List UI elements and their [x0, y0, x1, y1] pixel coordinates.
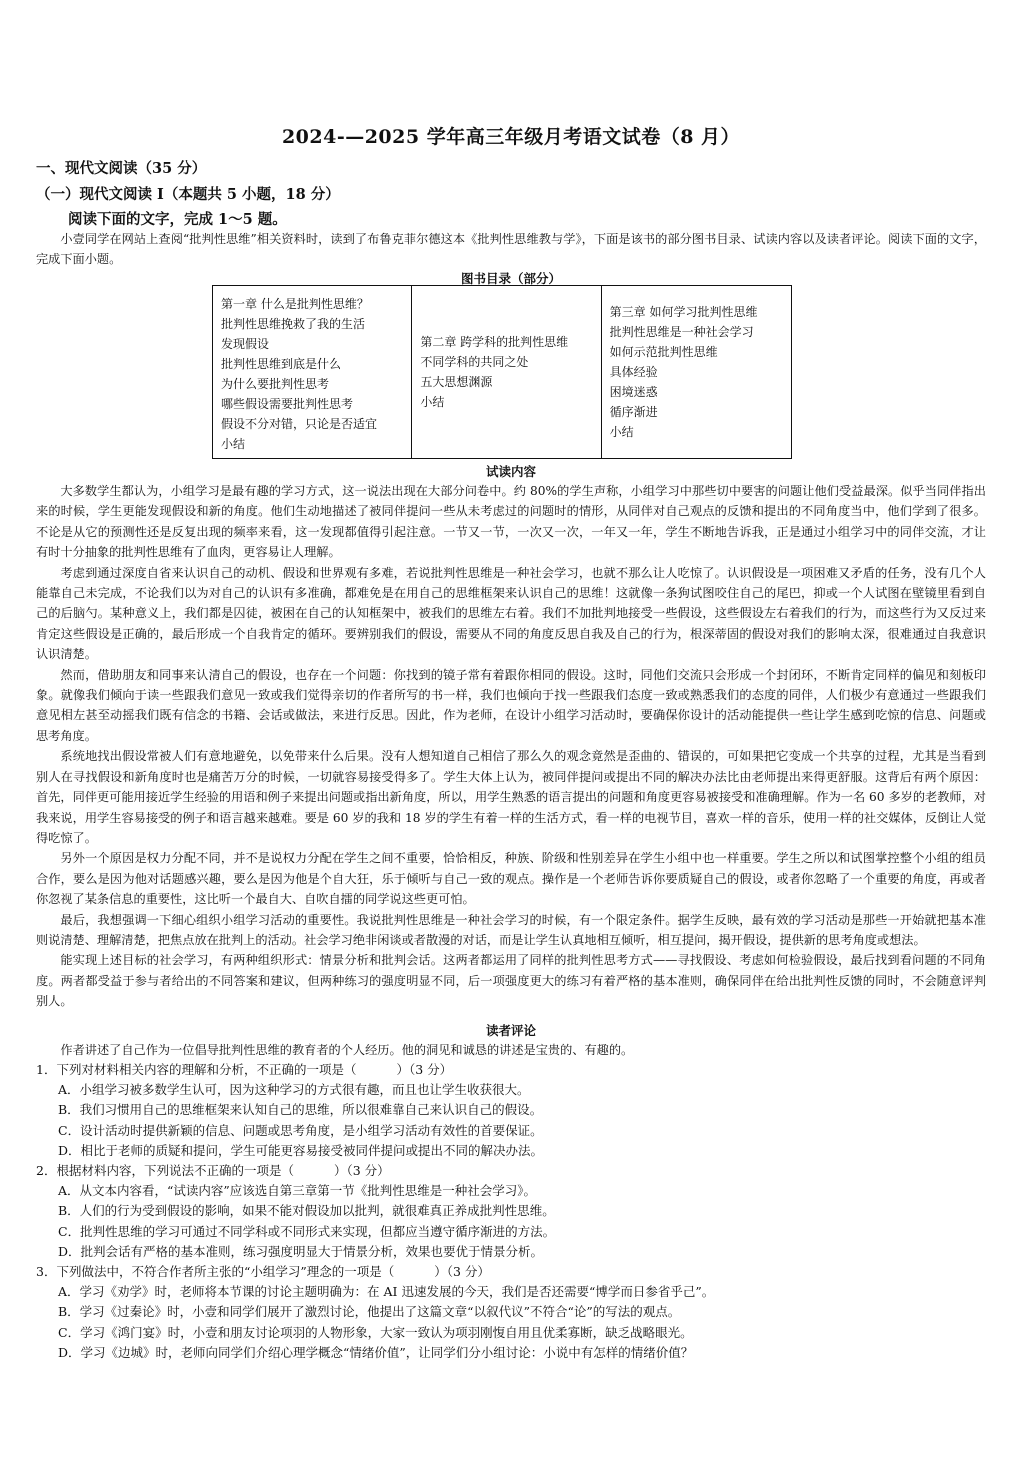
trial-paragraph: 最后，我想强调一下细心组织小组学习活动的重要性。我说批判性思维是一种社会学习的时候，有一个限定条件。据学生反映，最有效的学习活动是那些一开始就把基本准则说清楚、理解清楚，把焦点放在批判上的活动。社会学习绝非闲谈或者散漫的对话，而是让学生认真地相互倾听，相互提问，揭开假设，提供新的思考角度或想法。: [36, 912, 986, 947]
option-a: A．小组学习被多数学生认可，因为这种学习的方式很有趣，而且也让学生收获很大。: [58, 1082, 530, 1098]
toc-line: 哪些假设需要批判性思考: [221, 397, 354, 411]
intro-paragraph: [36, 229, 986, 270]
toc-chapter-1: [213, 286, 411, 458]
toc-line: 假设不分对错，只论是否适宜: [221, 417, 378, 431]
trial-paragraph: 系统地找出假设常被人们有意地避免，以免带来什么后果。没有人想知道自己相信了那么久的观念竟然是歪曲的、错误的，可如果把它变成一个共享的过程，尤其是当看到别人在寻找假设和新角度时也是痛苦万分的时候，一切就容易接受得多了。学生大体上认为，被同伴提问或提出不同的解决办法比由老师提出来得更舒服。这背后有两个原因：首先，同伴更可能用接近学生经验的用语和例子来提出问题或指出新角度，所以，用学生熟悉的语言提出的问题和角度更容易被接受和准确理解。作为一名 60 多岁的老教师，对我来说，用学生容易接受的例子和语言越来越难。要是 60 岁的我和 18 岁的学生有着一样的生活方式，看一样的电视节目，喜欢一样的音乐，使用一样的社交媒体，反倒让人觉得吃惊了。: [36, 749, 986, 845]
trial-paragraph: 能实现上述目标的社会学习，有两种组织形式：情景分析和批判会话。这两者都运用了同样的批判性思考方式——寻找假设、考虑如何检验假设，最后找到看问题的不同角度。两者都受益于参与者给出的不同答案和建议，但两种练习的强度明显不同，后一项强度更大的练习有着严格的基本准则，确保同伴在给出批判性反馈的同时，不会随意评判别人。: [36, 953, 986, 1009]
toc-line: 小结: [221, 437, 246, 451]
trial-paragraph: 考虑到通过深度自省来认识自己的动机、假设和世界观有多难，若说批判性思维是一种社会学习，也就不那么让人吃惊了。认识假设是一项困难又矛盾的任务，没有几个人能靠自己未完成，不论我们以为对自己的认识有多准确，都难免是在用自己的思维框架来认识自己的思维！这就像一条狗试图咬住自己的尾巴，抑或一个人试图在壁镜里看到自己的后脑勺。某种意义上，我们都是囚徒，被困在自己的认知框架中，被我们的思维左右着。我们不加批判地接受一些假设，这些假设左右着我们的行为，而这些行为又反过来肯定这些假设是正确的，最后形成一个自我肯定的循环。要辨别我们的假设，需要从不同的角度反思自我及自己的行为，根深蒂固的假设对我们的影响太深，很难通过自我意识认识清楚。: [36, 565, 986, 662]
option-b: B．学习《过秦论》时，小壹和同学们展开了激烈讨论，他提出了这篇文章“以叙代议”不符合“论”的写法的观点。: [58, 1304, 681, 1320]
trial-content: [36, 481, 986, 1012]
toc-line: 小结: [420, 395, 445, 409]
toc-line: 具体经验: [609, 365, 658, 379]
toc-line: 不同学科的共同之处: [420, 355, 529, 369]
stem-score: ）（3 分）: [333, 1163, 390, 1178]
option-b: B．人们的行为受到假设的影响，如果不能对假设加以批判，就很难真正养成批判性思维。: [58, 1203, 555, 1219]
stem-text: 1．下列对材料相关内容的理解和分析，不正确的一项是（: [36, 1062, 357, 1077]
toc-line: 为什么要批判性思考: [221, 377, 330, 391]
toc-line: 小结: [609, 425, 634, 439]
stem-score: ）（3 分）: [434, 1264, 490, 1279]
question-stem: [36, 1262, 996, 1282]
toc-line: 困境迷惑: [609, 385, 658, 399]
stem-text: 2．根据材料内容，下列说法不正确的一项是（: [36, 1163, 294, 1178]
toc-line: 批判性思维到底是什么: [221, 357, 342, 371]
trial-paragraph: 大多数学生都认为，小组学习是最有趣的学习方式，这一说法出现在大部分问卷中。约 80%的学生声称，小组学习中那些切中要害的问题让他们受益最深。似乎当同伴指出来的时候，学生更能发现假设和新的角度。他们生动地描述了被同伴提问一些从未考虑过的问题时的情形，从同伴对自己观点的反馈和提出的不同角度当中，他们学到了很多。不论是从它的预测性还是反复出现的频率来看，这一发现都值得引起注意。一节又一节，一次又一次，一年又一年，学生不断地告诉我，正是通过小组学习中的同伴交流，才让有时十分抽象的批判性思维有了血肉，更容易让人理解。: [36, 484, 986, 560]
toc-line: 第三章 如何学习批判性思维: [609, 305, 758, 319]
question-stem: [36, 1060, 996, 1080]
option-c: C．学习《鸿门宴》时，小壹和朋友讨论项羽的人物形象，大家一致认为项羽刚愎自用且优柔寡断，缺乏战略眼光。: [58, 1324, 693, 1340]
toc-line: 批判性思维是一种社会学习: [609, 325, 754, 339]
option-c: C．设计活动时提供新颖的信息、问题或思考角度，是小组学习活动有效性的首要保证。: [58, 1122, 543, 1138]
question-1: [36, 1060, 996, 1161]
stem-text: 3．下列做法中，不符合作者所主张的“小组学习”理念的一项是（: [36, 1264, 395, 1279]
reading-instruction: 阅读下面的文字，完成 1～5 题。: [68, 211, 287, 228]
subsection-heading: （一）现代文阅读 I（本题共 5 小题，18 分）: [36, 186, 340, 203]
question-2: [36, 1161, 996, 1262]
intro-text: 小壹同学在网站上查阅“批判性思维”相关资料时，读到了布鲁克菲尔德这本《批判性思维教与学》，下面是该书的部分图书目录、试读内容以及读者评论。阅读下面的文字，完成下面小题。: [36, 232, 986, 267]
option-a: A．学习《劝学》时，老师将本节课的讨论主题明确为：在 AI 迅速发展的今天，我们是否还需要“博学而日参省乎己”。: [58, 1284, 715, 1300]
toc-line: 发现假设: [221, 337, 270, 351]
section-heading: 一、现代文阅读（35 分）: [36, 160, 207, 177]
toc-line: 第一章 什么是批判性思维？: [221, 297, 369, 311]
trial-heading: 试读内容: [485, 464, 536, 479]
toc-line: 五大思想渊源: [420, 375, 493, 389]
toc-line: 如何示范批判性思维: [609, 345, 718, 359]
toc-line: 循序渐进: [609, 405, 658, 419]
option-d: D．相比于老师的质疑和提问，学生可能更容易接受被同伴提问或提出不同的解决办法。: [58, 1142, 544, 1158]
toc-chapter-3: [601, 286, 791, 458]
toc-line: 第二章 跨学科的批判性思维: [420, 335, 569, 349]
toc-heading: 图书目录（部分）: [460, 271, 561, 286]
toc-chapter-2: [411, 286, 600, 458]
trial-paragraph: 然而，借助朋友和同事来认清自己的假设，也存在一个问题：你找到的镜子常有着跟你相同的假设。这时，同他们交流只会形成一个封闭环，不断肯定同样的偏见和刻板印象。就像我们倾向于读一些跟我们意见一致或我们觉得亲切的作者所写的书一样，我们也倾向于找一些跟我们态度一致或熟悉我们的态度的同伴，人们极少有意通过一些跟我们意见相左甚至动摇我们既有信念的书籍、会话或做法，来进行反思。因此，作为老师，在设计小组学习活动时，要确保你设计的活动能提供一些让学生感到吃惊的信息、问题或思考角度。: [36, 667, 986, 743]
toc-line: 批判性思维挽救了我的生活: [221, 317, 366, 331]
option-c: C．批判性思维的学习可通过不同学科或不同形式来实现，但都应当遵守循序渐进的方法。: [58, 1223, 556, 1239]
question-stem: [36, 1161, 996, 1181]
exam-title: 2024-—2025 学年高三年级月考语文试卷（8 月）: [281, 126, 741, 148]
stem-score: ）（3 分）: [396, 1062, 453, 1077]
option-b: B．我们习惯用自己的思维框架来认知自己的思维，所以很难靠自己来认识自己的假设。: [58, 1102, 543, 1118]
trial-paragraph: 另外一个原因是权力分配不同，并不是说权力分配在学生之间不重要，恰恰相反，种族、阶级和性别差异在学生小组中也一样重要。学生之所以和试图掌控整个小组的组员合作，要么是因为他对话题感兴趣，要么是因为他是个自大狂，乐于倾听与自己一致的观点。操作是一个老师告诉你要质疑自己的假设，或者你忽略了一个重要的角度，再或者你忽视了某条信息的重要性，这比听一个最自大、自吹自擂的同学说这些更可怕。: [36, 851, 986, 907]
question-3: [36, 1262, 996, 1363]
toc-table: [212, 285, 792, 459]
review-text: 作者讲述了自己作为一位倡导批判性思维的教育者的个人经历。他的洞见和诚恳的讲述是宝贵的、有趣的。: [60, 1043, 634, 1057]
option-d: D．学习《边城》时，老师向同学们介绍心理学概念“情绪价值”，让同学们分小组讨论：小说中有怎样的情绪价值？: [58, 1344, 694, 1360]
option-d: D．批判会话有严格的基本准则，练习强度明显大于情景分析，效果也要优于情景分析。: [58, 1243, 544, 1259]
review-content: [36, 1040, 986, 1060]
review-heading: 读者评论: [485, 1023, 536, 1038]
option-a: A．从文本内容看，“试读内容”应该选自第三章第一节《批判性思维是一种社会学习》。: [58, 1183, 537, 1199]
